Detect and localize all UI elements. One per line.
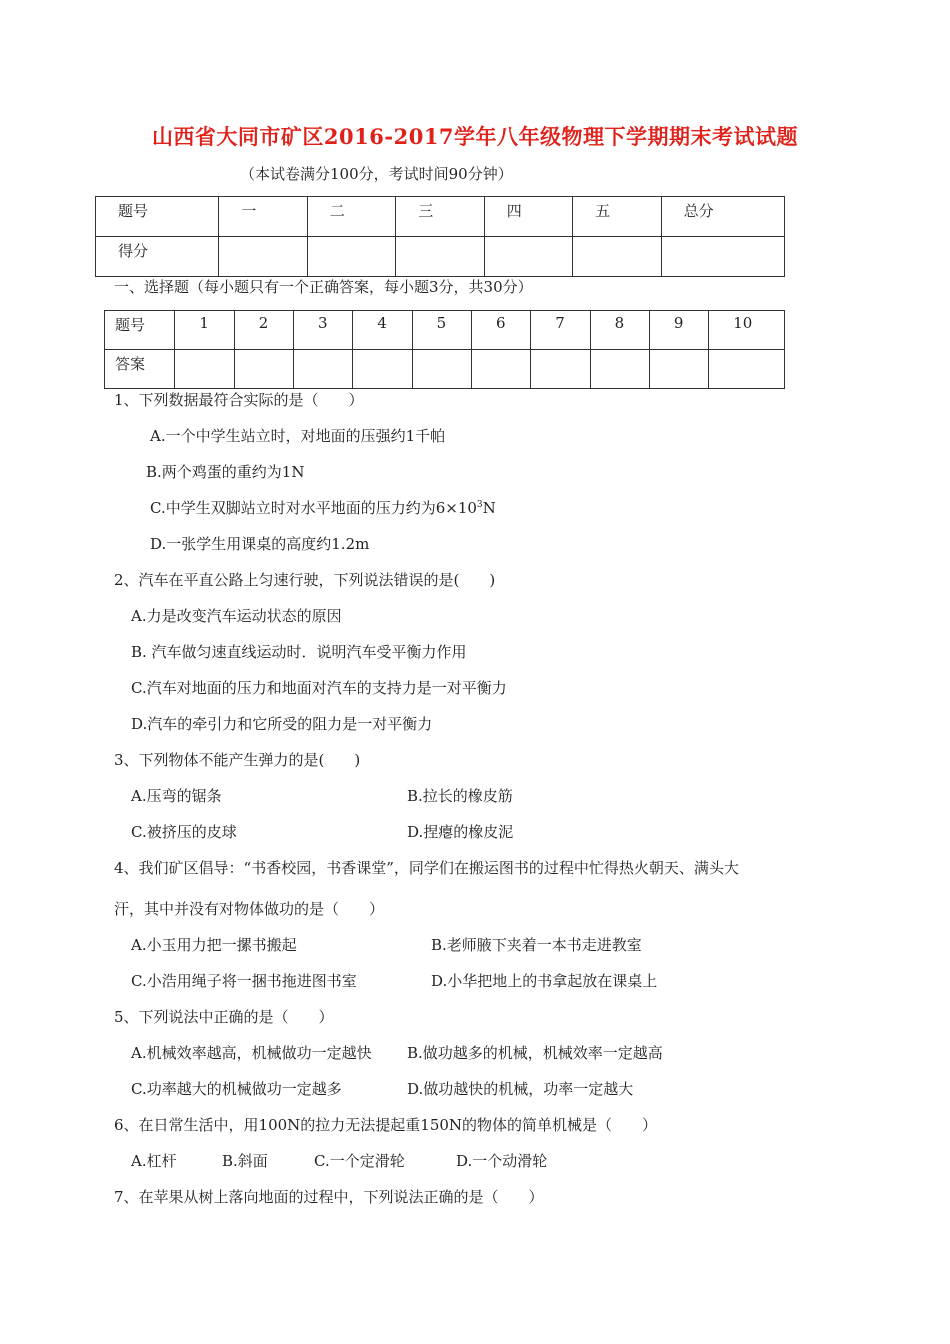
answer-cell bbox=[471, 350, 530, 389]
answer-number-cell: 7 bbox=[531, 311, 590, 350]
score-header-cell: 四 bbox=[484, 197, 572, 237]
question-1-option-c-unit: N bbox=[482, 499, 496, 517]
answer-cell bbox=[531, 350, 590, 389]
question-2-option-b: B. 汽车做匀速直线运动时．说明汽车受平衡力作用 bbox=[131, 643, 467, 661]
answer-header-label: 题号 bbox=[105, 311, 175, 350]
answer-number-cell: 1 bbox=[175, 311, 234, 350]
question-1-option-d: D.一张学生用课桌的高度约1.2m bbox=[150, 535, 370, 553]
score-cell bbox=[396, 237, 484, 277]
question-4-option-a: A.小玉用力把一摞书搬起 bbox=[131, 936, 297, 954]
question-4-stem-line-2: 汗，其中并没有对物体做功的是（ ） bbox=[114, 900, 385, 918]
score-cell bbox=[307, 237, 395, 277]
score-header-cell: 五 bbox=[573, 197, 661, 237]
question-1-stem: 1、下列数据最符合实际的是（ ） bbox=[114, 391, 364, 409]
answer-number-cell: 4 bbox=[353, 311, 412, 350]
question-7-stem: 7、在苹果从树上落向地面的过程中，下列说法正确的是（ ） bbox=[114, 1188, 544, 1206]
answer-cell bbox=[353, 350, 412, 389]
question-1-option-c-exponent: 3 bbox=[476, 500, 483, 510]
section-heading: 一、选择题（每小题只有一个正确答案，每小题3分，共30分） bbox=[114, 278, 533, 296]
score-cell bbox=[573, 237, 661, 277]
answer-number-cell: 3 bbox=[294, 311, 353, 350]
score-cell bbox=[661, 237, 784, 277]
question-5-stem: 5、下列说法中正确的是（ ） bbox=[114, 1008, 334, 1026]
question-3-option-b: B.拉长的橡皮筋 bbox=[407, 787, 513, 805]
question-3-option-d: D.捏瘪的橡皮泥 bbox=[407, 823, 514, 841]
answer-table bbox=[104, 310, 785, 389]
answer-number-cell: 8 bbox=[590, 311, 649, 350]
question-2-option-c: C.汽车对地面的压力和地面对汽车的支持力是一对平衡力 bbox=[131, 679, 507, 697]
score-header-cell: 二 bbox=[307, 197, 395, 237]
score-header-cell: 三 bbox=[396, 197, 484, 237]
question-3-option-a: A.压弯的锯条 bbox=[131, 787, 222, 805]
answer-number-cell: 2 bbox=[234, 311, 293, 350]
score-header-cell: 题号 bbox=[96, 197, 219, 237]
answer-number-cell: 9 bbox=[649, 311, 708, 350]
score-cell bbox=[219, 237, 307, 277]
question-5-option-d: D.做功越快的机械，功率一定越大 bbox=[407, 1080, 634, 1098]
question-3-option-c: C.被挤压的皮球 bbox=[131, 823, 237, 841]
score-cell bbox=[484, 237, 572, 277]
answer-cell bbox=[590, 350, 649, 389]
question-2-option-d: D.汽车的牵引力和它所受的阻力是一对平衡力 bbox=[131, 715, 433, 733]
question-6-option-a: A.杠杆 bbox=[131, 1152, 177, 1170]
answer-cell bbox=[294, 350, 353, 389]
question-5-option-c: C.功率越大的机械做功一定越多 bbox=[131, 1080, 342, 1098]
question-1-option-b: B.两个鸡蛋的重约为1N bbox=[146, 463, 305, 481]
answer-cell bbox=[234, 350, 293, 389]
answer-cell bbox=[649, 350, 708, 389]
question-2-stem: 2、汽车在平直公路上匀速行驶，下列说法错误的是( ) bbox=[114, 571, 496, 589]
question-1-option-c-text: C.中学生双脚站立时对水平地面的压力约为6×10 bbox=[150, 499, 477, 517]
score-table bbox=[95, 196, 785, 277]
question-5-option-a: A.机械效率越高，机械做功一定越快 bbox=[131, 1044, 372, 1062]
question-4-option-d: D.小华把地上的书拿起放在课桌上 bbox=[431, 972, 658, 990]
question-1-option-a: A.一个中学生站立时，对地面的压强约1千帕 bbox=[150, 427, 446, 445]
answer-number-cell: 5 bbox=[412, 311, 471, 350]
question-4-stem-line-1: 4、我们矿区倡导：“书香校园，书香课堂”，同学们在搬运图书的过程中忙得热火朝天、满头大 bbox=[114, 859, 739, 877]
answer-cell bbox=[412, 350, 471, 389]
score-header-cell: 总分 bbox=[661, 197, 784, 237]
answer-row-label: 答案 bbox=[105, 350, 175, 389]
question-6-option-d: D.一个动滑轮 bbox=[456, 1152, 548, 1170]
answer-number-cell: 10 bbox=[709, 311, 785, 350]
question-6-stem: 6、在日常生活中，用100N的拉力无法提起重150N的物体的简单机械是（ ） bbox=[114, 1116, 658, 1134]
question-2-option-a: A.力是改变汽车运动状态的原因 bbox=[131, 607, 342, 625]
question-4-option-c: C.小浩用绳子将一捆书拖进图书室 bbox=[131, 972, 357, 990]
question-6-option-b: B.斜面 bbox=[222, 1152, 268, 1170]
score-table-header-row bbox=[96, 197, 785, 237]
score-row-label: 得分 bbox=[96, 237, 219, 277]
question-3-stem: 3、下列物体不能产生弹力的是( ) bbox=[114, 751, 361, 769]
question-5-option-b: B.做功越多的机械，机械效率一定越高 bbox=[407, 1044, 663, 1062]
answer-table-header-row bbox=[105, 311, 785, 350]
answer-table-row bbox=[105, 350, 785, 389]
answer-cell bbox=[709, 350, 785, 389]
score-header-cell: 一 bbox=[219, 197, 307, 237]
question-4-option-b: B.老师腋下夹着一本书走进教室 bbox=[431, 936, 642, 954]
score-table-row bbox=[96, 237, 785, 277]
page-title: 山西省大同市矿区2016-2017学年八年级物理下学期期末考试试题 bbox=[151, 124, 799, 149]
answer-number-cell: 6 bbox=[471, 311, 530, 350]
exam-subtitle: （本试卷满分100分，考试时间90分钟） bbox=[240, 165, 513, 183]
question-1-option-c bbox=[150, 497, 496, 518]
question-6-option-c: C.一个定滑轮 bbox=[314, 1152, 405, 1170]
answer-cell bbox=[175, 350, 234, 389]
